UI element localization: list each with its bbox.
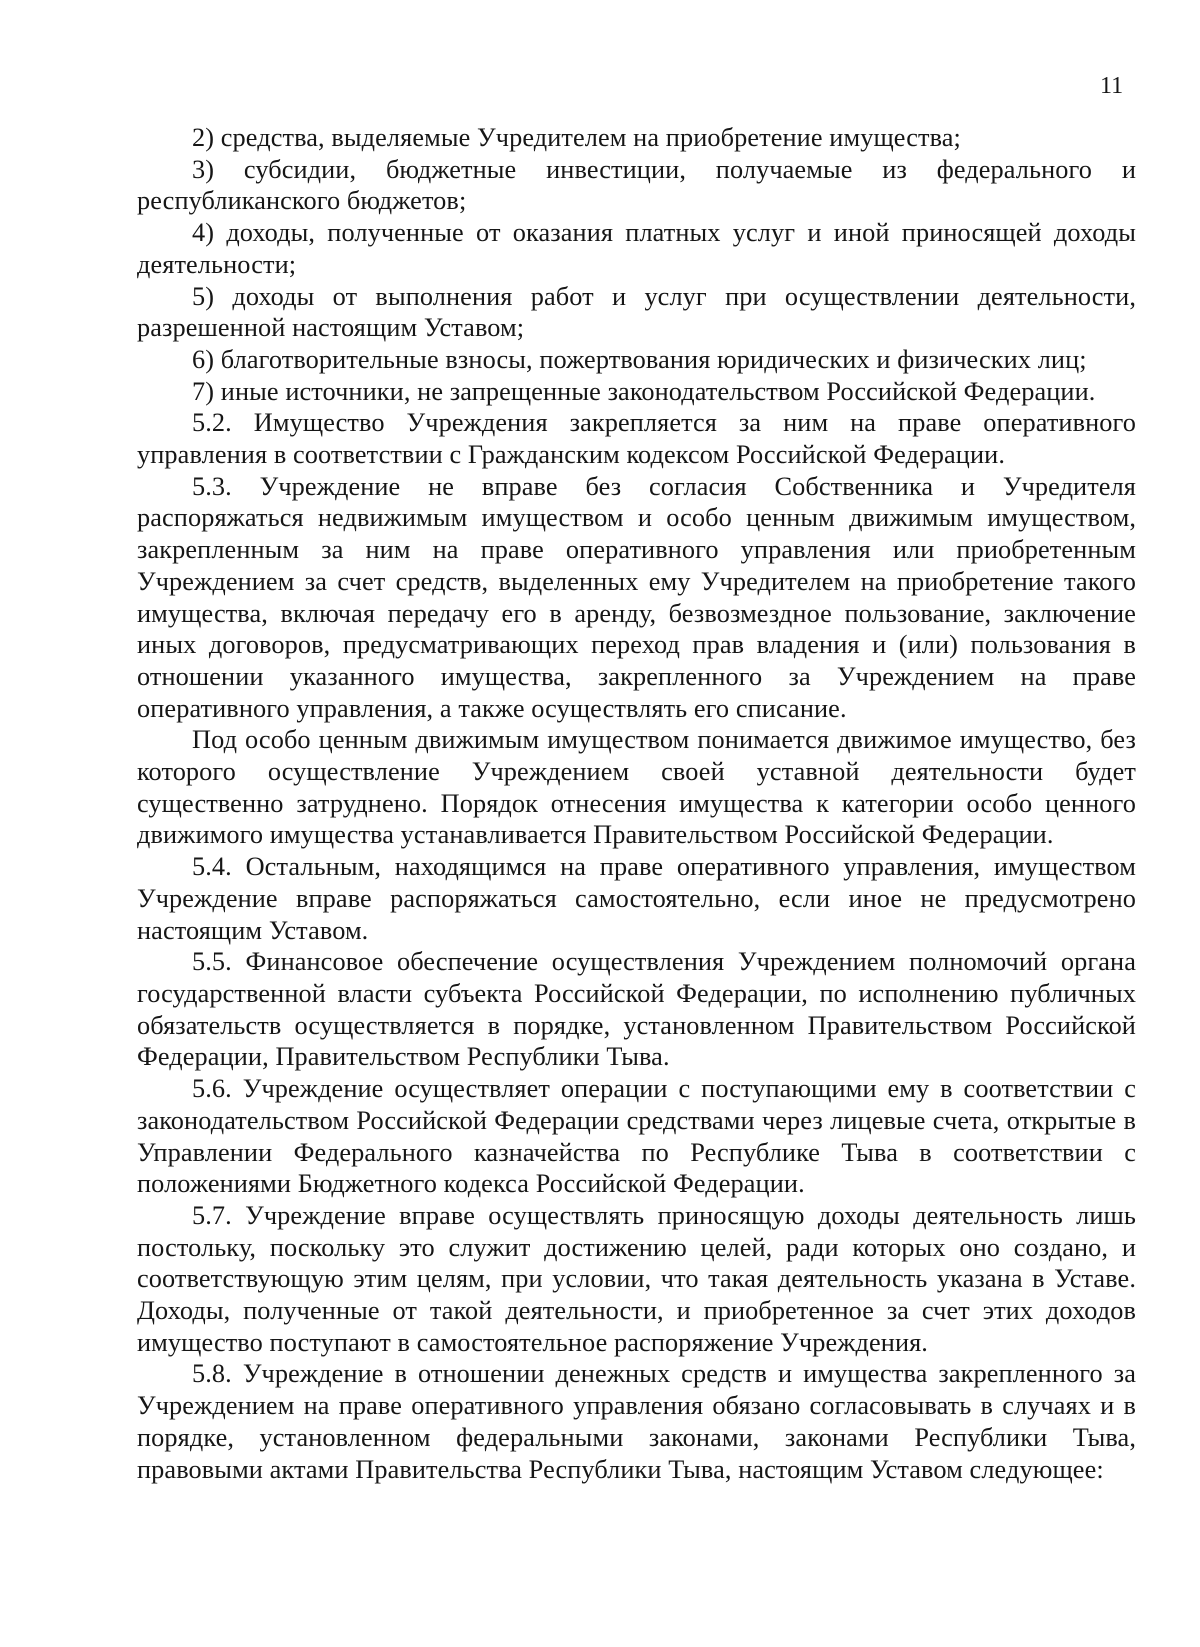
paragraph-item-3: 3) субсидии, бюджетные инвестиции, получаемые из федерального и республиканского бюджетов; bbox=[137, 154, 1136, 216]
paragraph-section-5-4: 5.4. Остальным, находящимся на праве оперативного управления, имуществом Учреждение вправе распоряжаться самостоятельно, если иное не предусмотрено настоящим Уставом. bbox=[137, 852, 1136, 945]
document-body bbox=[137, 122, 1136, 1485]
paragraph-section-5-3: 5.3. Учреждение не вправе без согласия Собственника и Учредителя распоряжаться недвижимым имуществом и особо ценным движимым имуществом, закрепленным за ним на праве оперативного управления или приобретенным Учреждением за счет средств, выделенных ему Учредителем на приобретение такого имущества, включая передачу его в аренду, безвозмездное пользование, заключение иных договоров, предусматривающих переход прав владения и (или) пользования в отношении указанного имущества, закрепленного за Учреждением на праве оперативного управления, а также осуществлять его списание. bbox=[137, 471, 1136, 723]
paragraph-item-2: 2) средства, выделяемые Учредителем на приобретение имущества; bbox=[192, 123, 961, 152]
paragraph-item-6: 6) благотворительные взносы, пожертвования юридических и физических лиц; bbox=[192, 344, 1087, 374]
page-number: 11 bbox=[1100, 73, 1124, 99]
paragraph-section-5-2: 5.2. Имущество Учреждения закрепляется за ним на праве оперативного управления в соответствии с Гражданским кодексом Российской Федерации. bbox=[137, 408, 1136, 470]
paragraph-item-7: 7) иные источники, не запрещенные законодательством Российской Федерации. bbox=[192, 376, 1096, 406]
paragraph-section-5-6: 5.6. Учреждение осуществляет операции с поступающими ему в соответствии с законодательством Российской Федерации средствами через лицевые счета, открытые в Управлении Федерального казначейства по Республике Тыва в соответствии с положениями Бюджетного кодекса Российской Федерации. bbox=[137, 1074, 1136, 1199]
paragraph-section-5-5: 5.5. Финансовое обеспечение осуществления Учреждением полномочий органа государственной власти субъекта Российской Федерации, по исполнению публичных обязательств осуществляется в порядке, установленном Правительством Российской Федерации, Правительством Республики Тыва. bbox=[137, 947, 1136, 1072]
paragraph-section-5-7: 5.7. Учреждение вправе осуществлять приносящую доходы деятельность лишь постольку, поскольку это служит достижению целей, ради которых оно создано, и соответствующую этим целям, при условии, что такая деятельность указана в Уставе. Доходы, полученные от такой деятельности, и приобретенное за счет этих доходов имущество поступают в самостоятельное распоряжение Учреждения. bbox=[137, 1200, 1136, 1357]
paragraph-especially-valuable-property: Под особо ценным движимым имуществом понимается движимое имущество, без которого осуществление Учреждением своей уставной деятельности будет существенно затруднено. Порядок отнесения имущества к категории особо ценного движимого имущества устанавливается Правительством Российской Федерации. bbox=[137, 725, 1136, 850]
paragraph-item-5: 5) доходы от выполнения работ и услуг при осуществлении деятельности, разрешенной настоящим Уставом; bbox=[137, 281, 1136, 343]
paragraph-section-5-8: 5.8. Учреждение в отношении денежных средств и имущества закрепленного за Учреждением на праве оперативного управления обязано согласовывать в случаях и в порядке, установленном федеральными законами, законами Республики Тыва, правовыми актами Правительства Республики Тыва, настоящим Уставом следующее: bbox=[137, 1359, 1136, 1484]
paragraph-item-4: 4) доходы, полученные от оказания платных услуг и иной приносящей доходы деятельности; bbox=[137, 218, 1136, 279]
